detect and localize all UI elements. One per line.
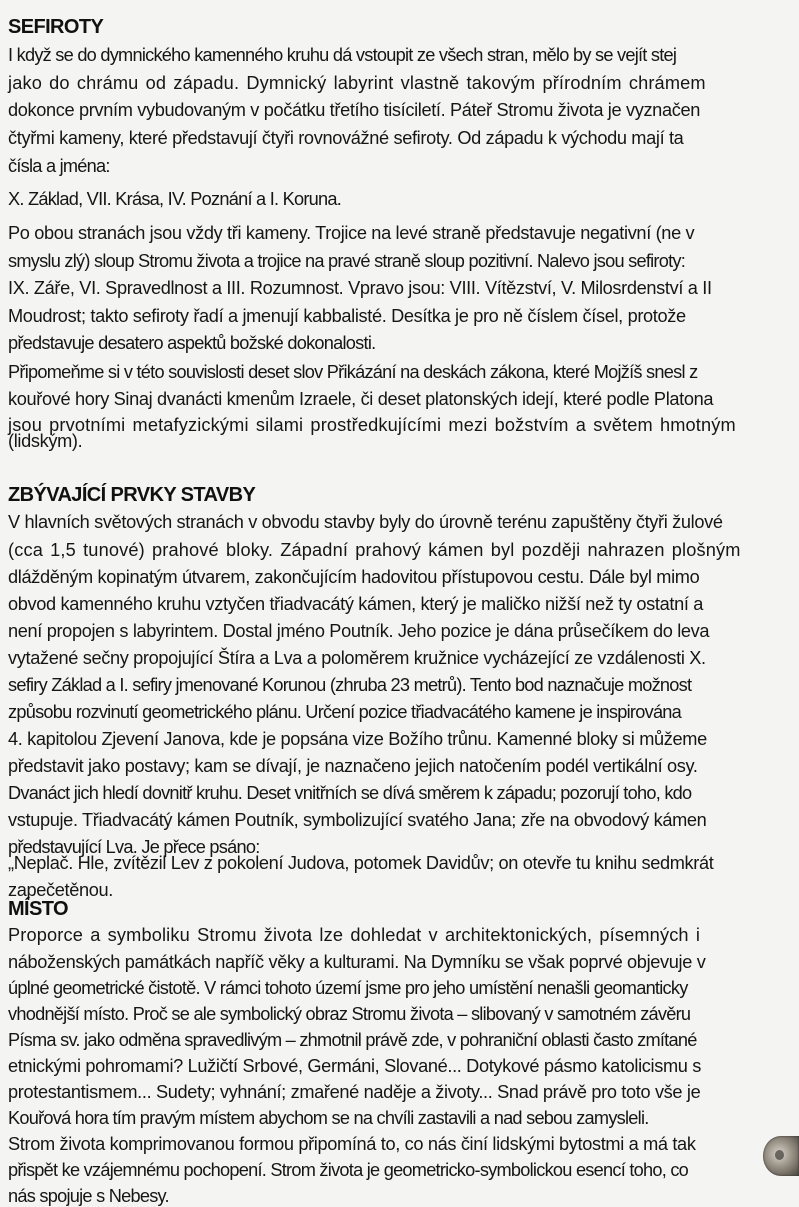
text-line: jsou prvotními metafyzickými silami prostředkujícími mezi božstvím a světem hmotným (8, 415, 736, 435)
mounting-screw-icon (763, 1136, 799, 1176)
screw-head (775, 1150, 784, 1160)
text-line: X. Základ, VII. Krása, IV. Poznání a I. Koruna. (8, 189, 342, 209)
text-line: protestantismem... Sudety; vyhnání; zmařené naděje a životy... Snad právě pro toto vše je (8, 1082, 701, 1102)
text-line: nás spojuje s Nebesy. (8, 1186, 169, 1206)
text-line: smyslu zlý) sloup Stromu života a trojice na pravé straně sloup pozitivní. Nalevo jsou sefiroty: (8, 251, 686, 271)
text-line: kouřové hory Sinaj dvanácti kmenům Izraele, či deset platonských idejí, které podle Platona (8, 389, 714, 409)
text-line: Po obou stranách jsou vždy tři kameny. Trojice na levé straně představuje negativní (ne v (8, 223, 695, 243)
text-line: obvod kamenného kruhu vztyčen třiadvacátý kámen, který je maličko nižší než ty ostatní a (8, 594, 704, 614)
text-line: čísla a jména: (8, 156, 110, 176)
section-heading-misto: MÍSTO (8, 898, 68, 920)
text-line: vytažené sečny propojující Štíra a Lva a poloměrem kružnice vycházející ze vzdálenosti X. (8, 648, 706, 668)
text-line: etnickými pohromami? Lužičtí Srbové, Germáni, Slované... Dotykové pásmo katolicismu s (8, 1056, 701, 1076)
text-line: není propojen s labyrintem. Dostal jméno Poutník. Jeho pozice je dána průsečíkem do leva (8, 621, 710, 641)
text-line: V hlavních světových stranách v obvodu stavby byly do úrovně terénu zapuštěny čtyři žulové (8, 512, 723, 532)
text-line: vstupuje. Třiadvacátý kámen Poutník, symbolizující svatého Jana; zře na obvodový kámen (8, 810, 707, 830)
text-line: přispět ke vzájemnému pochopení. Strom života je geometricko-symbolickou esencí toho, co (8, 1160, 689, 1180)
text-line: Dvanáct jich hledí dovnitř kruhu. Deset vnitřních se dívá směrem k západu; pozorují toho, kdo (8, 783, 692, 803)
text-line: představuje desatero aspektů božské dokonalosti. (8, 333, 376, 353)
text-line: Písma sv. jako odměna spravedlivým – zhmotnil právě zde, v pohraniční oblasti často zmítané (8, 1030, 697, 1050)
text-line: Moudrost; takto sefiroty řadí a jmenují kabbalisté. Desítka je pro ně číslem čísel, protože (8, 306, 686, 326)
text-line: vhodnější místo. Proč se ale symbolický obraz Stromu života – slibovaný v samotném závěru (8, 1004, 691, 1024)
text-line: dlážděným kopinatým útvarem, zakončujícím hadovitou přístupovou cestu. Dále byl mimo (8, 567, 700, 587)
text-line: dokonce prvním vybudovaným v počátku třetího tisíciletí. Páteř Stromu života je vyznačen (8, 100, 700, 120)
text-line: IX. Záře, VI. Spravedlnost a III. Rozumnost. Vpravo jsou: VIII. Vítězství, V. Milosrdenství a II (8, 278, 712, 298)
text-line: Strom života komprimovanou formou připomíná to, co nás činí lidskými bytostmi a má tak (8, 1134, 696, 1154)
text-line: (lidským). (8, 431, 83, 451)
text-line: Kouřová hora tím pravým místem abychom se na chvíli zastavili a nad sebou zamysleli. (8, 1108, 649, 1128)
text-line: (cca 1,5 tunové) prahové bloky. Západní prahový kámen byl později nahrazen plošným (8, 540, 741, 560)
text-line: čtyřmi kameny, které představují čtyři rovnovážné sefiroty. Od západu k východu mají ta (8, 128, 684, 148)
text-line: 4. kapitolou Zjevení Janova, kde je popsána vize Božího trůnu. Kamenné bloky si můžeme (8, 729, 707, 749)
quote-line: „Neplač. Hle, zvítězil Lev z pokolení Judova, potomek Davidův; on otevře tu knihu sedmkrát (8, 853, 714, 873)
text-line: náboženských památkách napříč věky a kulturami. Na Dymníku se však poprvé objevuje v (8, 952, 706, 972)
text-line: způsobu rozvinutí geometrického plánu. Určení pozice třiadvacátého kamene je inspirována (8, 702, 682, 722)
section-heading-sefiroty: SEFIROTY (8, 16, 104, 38)
text-line: Proporce a symboliku Stromu života lze dohledat v architektonických, písemných i (8, 925, 701, 945)
text-line: jako do chrámu od západu. Dymnický labyrint vlastně takovým přírodním chrámem (8, 73, 706, 93)
quote-line: zapečetěnou. (8, 880, 114, 900)
text-line: I když se do dymnického kamenného kruhu dá vstoupit ze všech stran, mělo by se vejít stej (8, 45, 677, 65)
section-heading-zbyvajici-prvky-stavby: ZBÝVAJÍCÍ PRVKY STAVBY (8, 484, 256, 506)
text-line: představit jako postavy; kam se dívají, je naznačeno jejich natočením podél vertikální osy. (8, 756, 698, 776)
text-line: úplné geometrické čistotě. V rámci tohoto území jsme pro jeho umístění nenašli geomanticky (8, 978, 688, 998)
text-line: Připomeňme si v této souvislosti deset slov Přikázání na deskách zákona, které Mojžíš snesl z (8, 362, 698, 382)
text-line: sefiry Základ a I. sefiry jmenované Korunou (zhruba 23 metrů). Tento bod naznačuje možnost (8, 675, 692, 695)
text-line: představující Lva. Je přece psáno: (8, 837, 260, 857)
